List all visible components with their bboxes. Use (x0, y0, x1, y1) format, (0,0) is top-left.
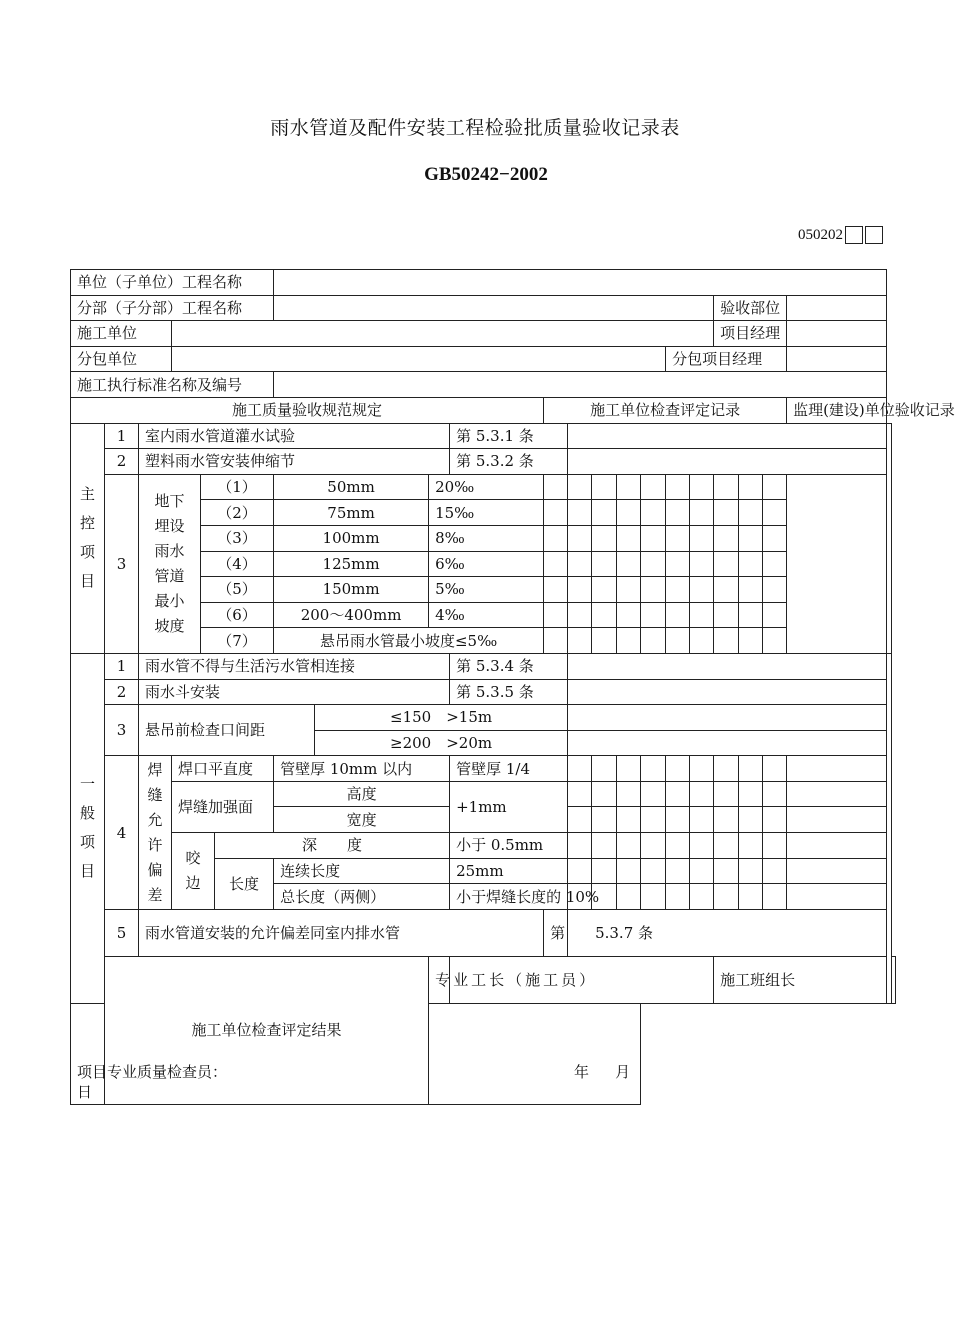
grid-cell[interactable] (666, 500, 690, 526)
grid-cell[interactable] (714, 602, 739, 628)
grid-cell[interactable] (763, 781, 787, 807)
general-item-1-ref: 第 5.3.4 条 (450, 653, 568, 679)
grid-cell[interactable] (763, 807, 787, 833)
slope-row-1-idx: （1） (201, 474, 274, 500)
date-year-month (574, 1062, 630, 1082)
grid-cell[interactable] (641, 833, 666, 859)
grid-cell[interactable] (763, 833, 787, 859)
grid-cell[interactable] (763, 474, 787, 500)
grid-cell[interactable] (763, 551, 787, 577)
grid-cell[interactable] (641, 602, 666, 628)
month-label: 月 (615, 1062, 631, 1081)
grid-cell[interactable] (544, 551, 568, 577)
grid-cell[interactable] (592, 628, 617, 654)
grid-cell[interactable] (763, 858, 787, 884)
grid-cell[interactable] (544, 474, 568, 500)
grid-cell[interactable] (544, 577, 568, 603)
slope-row-6-value: 4‰ (429, 602, 544, 628)
check-record-header: 施工单位检查评定记录 (544, 397, 787, 423)
result-content[interactable] (71, 1003, 641, 1104)
grid-cell[interactable] (666, 833, 690, 859)
reinforce-value: +1mm (450, 781, 568, 832)
grid-cell[interactable] (641, 474, 666, 500)
grid-cell[interactable] (763, 884, 787, 910)
grid-cell[interactable] (592, 525, 617, 551)
inspector-label: 项目专业质量检查员： (77, 1062, 228, 1081)
grid-cell[interactable] (568, 602, 592, 628)
slope-row-4-size: 125mm (274, 551, 429, 577)
slope-row-6-idx: （6） (201, 602, 274, 628)
weld-flat-value: 管壁厚 1/4 (450, 756, 568, 782)
grid-cell[interactable] (690, 884, 714, 910)
undercut-text: 咬边 (185, 848, 201, 892)
slope-row-3-value: 8‰ (429, 525, 544, 551)
grid-cell[interactable] (739, 884, 763, 910)
year-label: 年 (574, 1062, 590, 1081)
sub-name-label: 分部（子分部）工程名称 (71, 295, 274, 321)
sub-pm-label: 分包项目经理 (666, 346, 787, 372)
team-leader-value[interactable] (891, 956, 895, 1003)
grid-cell[interactable] (739, 628, 763, 654)
general-item-3-rule-2: ≥200 >20m (315, 730, 568, 756)
grid-cell[interactable] (641, 858, 666, 884)
grid-cell[interactable] (568, 756, 592, 782)
general-item-2-record[interactable] (568, 679, 887, 705)
reinforce-width: 宽度 (274, 807, 450, 833)
grid-cell[interactable] (690, 474, 714, 500)
grid-cell[interactable] (617, 551, 641, 577)
std-value[interactable] (274, 372, 887, 398)
grid-cell[interactable] (617, 807, 641, 833)
main-item-1-record[interactable] (568, 423, 887, 449)
grid-cell[interactable] (690, 858, 714, 884)
grid-cell[interactable] (568, 833, 592, 859)
grid-cell[interactable] (617, 628, 641, 654)
standard-number: GB50242−2002 (424, 164, 548, 185)
undercut-label (172, 833, 215, 910)
length-label: 长度 (215, 858, 274, 909)
grid-cell[interactable] (666, 756, 690, 782)
grid-cell[interactable] (787, 884, 887, 910)
grid-cell[interactable] (617, 833, 641, 859)
result-label: 施工单位检查评定结果 (105, 956, 429, 1104)
general-item-3-no: 3 (105, 705, 139, 756)
accept-part-value[interactable] (787, 295, 887, 321)
grid-cell[interactable] (666, 858, 690, 884)
grid-cell[interactable] (568, 628, 592, 654)
grid-cell[interactable] (641, 525, 666, 551)
grid-cell[interactable] (739, 551, 763, 577)
form-code (798, 226, 883, 244)
general-item-2-no: 2 (105, 679, 139, 705)
general-item-3-record-1[interactable] (568, 705, 887, 731)
slope-group-label (139, 474, 201, 653)
grid-cell[interactable] (739, 474, 763, 500)
general-item-1-desc: 雨水管不得与生活污水管相连接 (139, 653, 450, 679)
slope-row-3-idx: （3） (201, 525, 274, 551)
depth-label: 深 度 (215, 833, 450, 859)
grid-cell[interactable] (568, 525, 592, 551)
grid-cell[interactable] (666, 807, 690, 833)
grid-cell[interactable] (592, 756, 617, 782)
form-code-text: 050202 (798, 227, 843, 243)
slope-row-5-size: 150mm (274, 577, 429, 603)
grid-cell[interactable] (763, 577, 787, 603)
general-item-3-desc: 悬吊前检查口间距 (139, 705, 315, 756)
grid-cell[interactable] (617, 577, 641, 603)
grid-cell[interactable] (568, 474, 592, 500)
general-items-label-text: 一般项目 (79, 775, 95, 881)
grid-cell[interactable] (739, 833, 763, 859)
team-leader-label: 施工班组长 (714, 956, 887, 1003)
grid-cell[interactable] (544, 602, 568, 628)
inspection-form-table (70, 269, 955, 1105)
grid-cell[interactable] (763, 628, 787, 654)
grid-cell[interactable] (641, 551, 666, 577)
grid-cell[interactable] (666, 577, 690, 603)
grid-cell[interactable] (763, 602, 787, 628)
grid-cell[interactable] (690, 551, 714, 577)
weld-group-label (139, 756, 172, 910)
grid-cell[interactable] (666, 781, 690, 807)
grid-cell[interactable] (690, 525, 714, 551)
main-item-1-no: 1 (105, 423, 139, 449)
grid-cell[interactable] (787, 756, 887, 782)
std-label: 施工执行标准名称及编号 (71, 372, 274, 398)
grid-cell[interactable] (690, 628, 714, 654)
grid-cell[interactable] (739, 781, 763, 807)
grid-cell[interactable] (617, 602, 641, 628)
spec-header: 施工质量验收规范规定 (71, 397, 544, 423)
slope-group-text: 地下埋设雨水管道最小坡度 (154, 491, 185, 635)
grid-cell[interactable] (568, 577, 592, 603)
main-item-2-ref: 第 5.3.2 条 (450, 449, 568, 475)
grid-cell[interactable] (763, 525, 787, 551)
general-item-3-rule-1: ≤150 >15m (315, 705, 568, 731)
grid-cell[interactable] (690, 500, 714, 526)
grid-cell[interactable] (544, 525, 568, 551)
grid-cell[interactable] (666, 551, 690, 577)
weld-flat-label: 焊口平直度 (172, 756, 274, 782)
subcontract-value[interactable] (172, 346, 666, 372)
code-box-2[interactable] (865, 226, 883, 244)
general-item-5-no: 5 (105, 909, 139, 956)
grid-cell[interactable] (641, 628, 666, 654)
unit-name-label: 单位（子单位）工程名称 (71, 270, 274, 296)
grid-cell[interactable] (592, 807, 617, 833)
grid-cell[interactable] (666, 884, 690, 910)
grid-cell[interactable] (617, 474, 641, 500)
general-items-label (71, 653, 105, 1003)
grid-cell[interactable] (544, 628, 568, 654)
grid-cell[interactable] (617, 756, 641, 782)
main-item-1-ref: 第 5.3.1 条 (450, 423, 568, 449)
day-label: 日 (77, 1082, 93, 1101)
grid-cell[interactable] (787, 833, 887, 859)
grid-cell[interactable] (690, 781, 714, 807)
grid-cell[interactable] (641, 807, 666, 833)
slope-row-7-idx: （7） (201, 628, 274, 654)
general-item-4-no: 4 (105, 756, 139, 910)
depth-value: 小于 0.5mm (450, 833, 568, 859)
main-item-2-desc: 塑料雨水管安装伸缩节 (139, 449, 450, 475)
code-box-1[interactable] (845, 226, 863, 244)
grid-cell[interactable] (690, 602, 714, 628)
grid-cell[interactable] (739, 525, 763, 551)
grid-cell[interactable] (690, 577, 714, 603)
grid-cell[interactable] (592, 551, 617, 577)
grid-cell[interactable] (544, 500, 568, 526)
grid-cell[interactable] (617, 525, 641, 551)
grid-cell[interactable] (714, 628, 739, 654)
grid-cell[interactable] (763, 756, 787, 782)
supervision-header: 监理(建设)单位验收记录 (787, 397, 887, 423)
grid-cell[interactable] (739, 756, 763, 782)
grid-cell[interactable] (739, 807, 763, 833)
construct-unit-label: 施工单位 (71, 321, 172, 347)
grid-cell[interactable] (641, 756, 666, 782)
grid-cell[interactable] (739, 577, 763, 603)
slope-row-7-text: 悬吊雨水管最小坡度≤5‰ (274, 628, 544, 654)
grid-cell[interactable] (690, 756, 714, 782)
grid-cell[interactable] (641, 500, 666, 526)
reinforce-label: 焊缝加强面 (172, 781, 274, 832)
grid-cell[interactable] (787, 858, 887, 884)
grid-cell[interactable] (714, 500, 739, 526)
signature-line (77, 1062, 634, 1082)
slope-row-2-value: 15‰ (429, 500, 544, 526)
grid-cell[interactable] (617, 884, 641, 910)
grid-cell[interactable] (641, 781, 666, 807)
sub-name-value[interactable] (274, 295, 714, 321)
grid-cell[interactable] (690, 833, 714, 859)
cont-length-label: 连续长度 (274, 858, 450, 884)
grid-cell[interactable] (739, 500, 763, 526)
main-item-2-no: 2 (105, 449, 139, 475)
grid-cell[interactable] (714, 577, 739, 603)
grid-cell[interactable] (641, 577, 666, 603)
grid-cell[interactable] (666, 602, 690, 628)
grid-cell[interactable] (592, 577, 617, 603)
main-supervision-cell[interactable] (887, 423, 891, 653)
pm-label: 项目经理 (714, 321, 787, 347)
general-item-5-desc: 雨水管道安装的允许偏差同室内排水管 (139, 909, 544, 956)
main-items-label (71, 423, 105, 653)
slope-row-3-size: 100mm (274, 525, 429, 551)
slope-row-1-value: 20‰ (429, 474, 544, 500)
unit-name-value[interactable] (274, 270, 887, 296)
slope-row-4-value: 6‰ (429, 551, 544, 577)
grid-cell[interactable] (714, 833, 739, 859)
grid-cell[interactable] (568, 781, 592, 807)
grid-cell[interactable] (714, 858, 739, 884)
grid-cell[interactable] (617, 858, 641, 884)
slope-row-6-size: 200～400mm (274, 602, 429, 628)
total-length-value: 小于焊缝长度的 10% (450, 884, 568, 910)
grid-cell[interactable] (592, 781, 617, 807)
grid-cell[interactable] (592, 858, 617, 884)
grid-cell[interactable] (568, 500, 592, 526)
grid-cell[interactable] (787, 781, 887, 807)
grid-cell[interactable] (714, 756, 739, 782)
slope-row-5-value: 5‰ (429, 577, 544, 603)
slope-row-2-size: 75mm (274, 500, 429, 526)
slope-row-1-size: 50mm (274, 474, 429, 500)
cont-length-value: 25mm (450, 858, 568, 884)
grid-cell[interactable] (714, 807, 739, 833)
grid-cell[interactable] (568, 858, 592, 884)
main-items-label-text: 主控项目 (79, 485, 95, 591)
grid-cell[interactable] (568, 551, 592, 577)
general-supervision-cell[interactable] (887, 653, 891, 1003)
grid-cell[interactable] (666, 474, 690, 500)
main-item-1-desc: 室内雨水管道灌水试验 (139, 423, 450, 449)
foreman-label: 专业工长（施工员） (429, 956, 450, 1003)
main-item-2-record[interactable] (568, 449, 887, 475)
grid-cell[interactable] (787, 807, 887, 833)
grid-cell[interactable] (617, 500, 641, 526)
grid-cell[interactable] (714, 781, 739, 807)
general-item-1-no: 1 (105, 653, 139, 679)
grid-cell[interactable] (592, 500, 617, 526)
grid-cell[interactable] (763, 500, 787, 526)
general-item-5-ref: 第 5.3.7 条 (544, 909, 568, 956)
general-item-2-desc: 雨水斗安装 (139, 679, 450, 705)
grid-cell[interactable] (714, 474, 739, 500)
grid-cell[interactable] (592, 474, 617, 500)
weld-flat-cond: 管壁厚 10mm 以内 (274, 756, 450, 782)
general-item-3-record-2[interactable] (568, 730, 887, 756)
grid-cell[interactable] (568, 807, 592, 833)
slope-row-4-idx: （4） (201, 551, 274, 577)
grid-cell[interactable] (592, 833, 617, 859)
grid-cell[interactable] (739, 602, 763, 628)
grid-cell[interactable] (690, 807, 714, 833)
document-title: 雨水管道及配件安装工程检验批质量验收记录表 (270, 117, 680, 139)
weld-group-text: 焊缝允许偏差 (147, 760, 163, 904)
grid-cell[interactable] (714, 551, 739, 577)
general-item-1-record[interactable] (568, 653, 887, 679)
grid-cell[interactable] (592, 602, 617, 628)
slope-row-2-idx: （2） (201, 500, 274, 526)
grid-cell[interactable] (617, 781, 641, 807)
construct-unit-value[interactable] (172, 321, 714, 347)
grid-cell[interactable] (739, 858, 763, 884)
main-item-3-no: 3 (105, 474, 139, 653)
grid-cell[interactable] (714, 884, 739, 910)
grid-cell[interactable] (641, 884, 666, 910)
general-item-2-ref: 第 5.3.5 条 (450, 679, 568, 705)
total-length-label: 总长度（两侧） (274, 884, 450, 910)
reinforce-height: 高度 (274, 781, 450, 807)
accept-part-label: 验收部位 (714, 295, 787, 321)
grid-cell[interactable] (714, 525, 739, 551)
subcontract-label: 分包单位 (71, 346, 172, 372)
pm-value[interactable] (787, 321, 887, 347)
grid-cell[interactable] (666, 525, 690, 551)
slope-row-5-idx: （5） (201, 577, 274, 603)
sub-pm-value[interactable] (787, 346, 887, 372)
grid-cell[interactable] (666, 628, 690, 654)
